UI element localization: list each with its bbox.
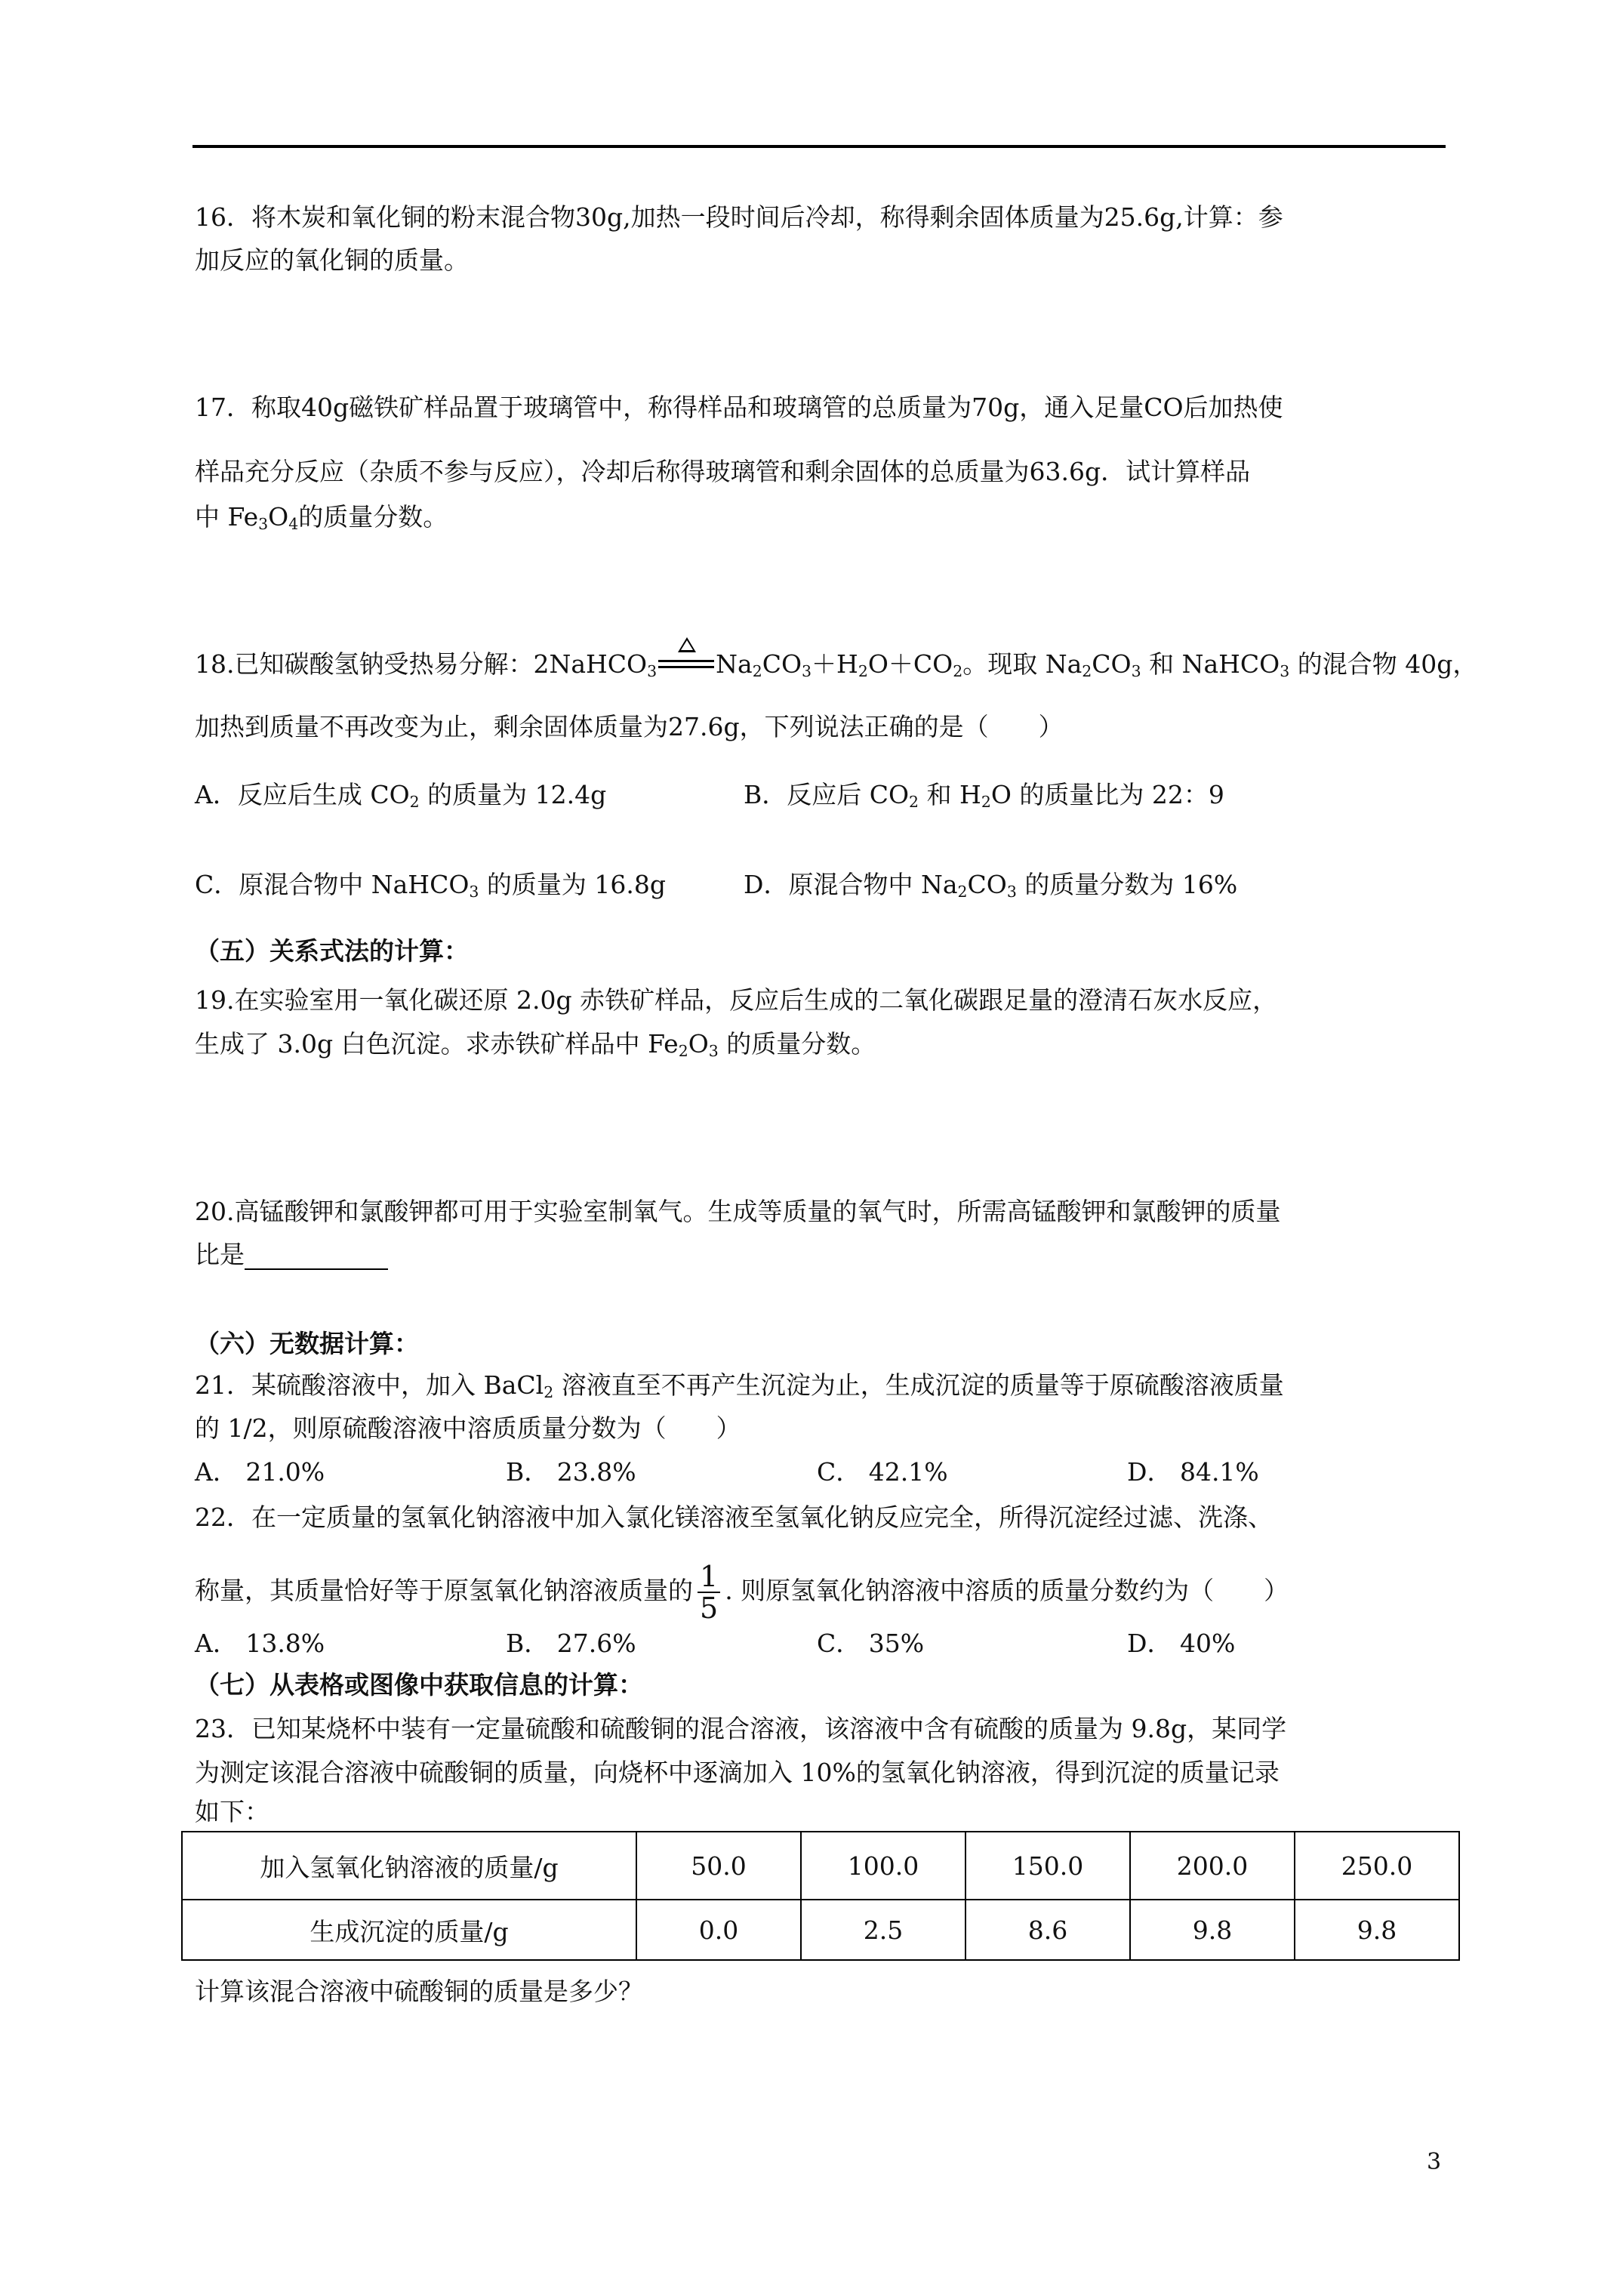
- q21-option-b: B． 23.8%: [506, 1457, 636, 1487]
- q21-option-c: C． 42.1%: [817, 1457, 948, 1487]
- fraction-one-fifth: $\frac{1}{5}$: [698, 1561, 720, 1623]
- table-header-cell: 加入氢氧化钠溶液的质量/g: [182, 1832, 636, 1900]
- table-cell: 200.0: [1130, 1832, 1295, 1900]
- table-cell: 2.5: [801, 1900, 965, 1960]
- q23-question: 计算该混合溶液中硫酸铜的质量是多少？: [195, 1977, 643, 2006]
- q21-option-a: A． 21.0%: [195, 1457, 325, 1487]
- q22-option-c: C． 35%: [817, 1629, 925, 1658]
- q22-option-b: B． 27.6%: [506, 1629, 636, 1658]
- answer-blank[interactable]: [245, 1244, 388, 1270]
- section-heading-6: （六）无数据计算：: [195, 1329, 419, 1358]
- q23-line2: 为测定该混合溶液中硫酸铜的质量，向烧杯中逐滴加入 10%的氢氧化钠溶液，得到沉淀的质量记录: [195, 1758, 1280, 1787]
- table-cell: 8.6: [965, 1900, 1130, 1960]
- q20-line1: 20.高锰酸钾和氯酸钾都可用于实验室制氧气。生成等质量的氧气时，所需高锰酸钾和氯酸钾的质量: [195, 1197, 1281, 1226]
- q22-option-d: D． 40%: [1127, 1629, 1236, 1658]
- q21-option-d: D． 84.1%: [1127, 1457, 1259, 1487]
- q18-line1: 18.已知碳酸氢钠受热易分解：2NaHCO$_3$ $Na_2CO_3+H_2O+CO_2$。现取 $Na_2CO_3$ 和 NaHCO$_3$ 的混合物 40g，: [195, 649, 1477, 680]
- q17-line3: 中 $Fe_3O_4$的质量分数。: [195, 502, 448, 534]
- q17-line2: 样品充分反应（杂质不参与反应），冷却后称得玻璃管和剩余固体的总质量为63.6g．试计算样品: [195, 457, 1251, 486]
- q18-option-d: D．原混合物中 $Na_2CO_3$ 的质量分数为 16%: [744, 870, 1238, 901]
- table-cell: 9.8: [1130, 1900, 1295, 1960]
- q18-option-b: B．反应后 $CO_2$ 和 $H_2O$ 的质量比为 22：9: [744, 780, 1224, 812]
- q20-line2: 比是: [195, 1240, 388, 1270]
- q16-line1: 16．将木炭和氧化铜的粉末混合物30g,加热一段时间后冷却，称得剩余固体质量为25.6g,计算：参: [195, 202, 1283, 232]
- q19-line1: 19.在实验室用一氧化碳还原 2.0g 赤铁矿样品，反应后生成的二氧化碳跟足量的澄清石灰水反应，: [195, 985, 1278, 1015]
- table-cell: 250.0: [1295, 1832, 1459, 1900]
- q23-line3: 如下：: [195, 1797, 269, 1826]
- section-heading-7: （七）从表格或图像中获取信息的计算：: [195, 1670, 643, 1700]
- table-cell: 150.0: [965, 1832, 1130, 1900]
- q18-line2: 加热到质量不再改变为止，剩余固体质量为27.6g，下列说法正确的是（ ）: [195, 712, 1064, 741]
- data-table: [181, 1831, 1460, 1961]
- q22-line2: 称量，其质量恰好等于原氢氧化钠溶液质量的 $\frac{1}{5}$ . 则原氢氧化钠溶液中溶质的质量分数约为（ ）: [195, 1560, 1289, 1625]
- q17-line1: 17．称取40g磁铁矿样品置于玻璃管中，称得样品和玻璃管的总质量为70g，通入足量CO后加热使: [195, 393, 1283, 422]
- table-cell: 50.0: [636, 1832, 801, 1900]
- q22-option-a: A． 13.8%: [195, 1629, 325, 1658]
- q23-line1: 23．已知某烧杯中装有一定量硫酸和硫酸铜的混合溶液，该溶液中含有硫酸的质量为 9.8g，某同学: [195, 1714, 1287, 1743]
- table-cell: 100.0: [801, 1832, 965, 1900]
- table-row: [182, 1900, 1459, 1960]
- heating-condition-symbol: [657, 649, 716, 680]
- q19-line2: 生成了 3.0g 白色沉淀。求赤铁矿样品中 $Fe_2O_3$ 的质量分数。: [195, 1029, 876, 1061]
- table-cell: 9.8: [1295, 1900, 1459, 1960]
- q18-option-a: A．反应后生成 $CO_2$ 的质量为 12.4g: [195, 780, 607, 812]
- table-header-cell: 生成沉淀的质量/g: [182, 1900, 636, 1960]
- table-cell: 0.0: [636, 1900, 801, 1960]
- header-rule: [192, 145, 1446, 148]
- q22-line1: 22．在一定质量的氢氧化钠溶液中加入氯化镁溶液至氢氧化钠反应完全，所得沉淀经过滤、洗涤、: [195, 1502, 1273, 1532]
- q21-line1: 21．某硫酸溶液中，加入 BaCl$_2$ 溶液直至不再产生沉淀为止，生成沉淀的质量等于原硫酸溶液质量: [195, 1370, 1284, 1402]
- q16-line2: 加反应的氧化铜的质量。: [195, 245, 469, 275]
- page-number: 3: [1427, 2149, 1442, 2175]
- table-row: [182, 1832, 1459, 1900]
- q18-option-c: C．原混合物中 NaHCO$_3$ 的质量为 16.8g: [195, 870, 666, 901]
- q21-line2: 的 1/2，则原硫酸溶液中溶质质量分数为（ ）: [195, 1413, 741, 1443]
- section-heading-5: （五）关系式法的计算：: [195, 936, 469, 966]
